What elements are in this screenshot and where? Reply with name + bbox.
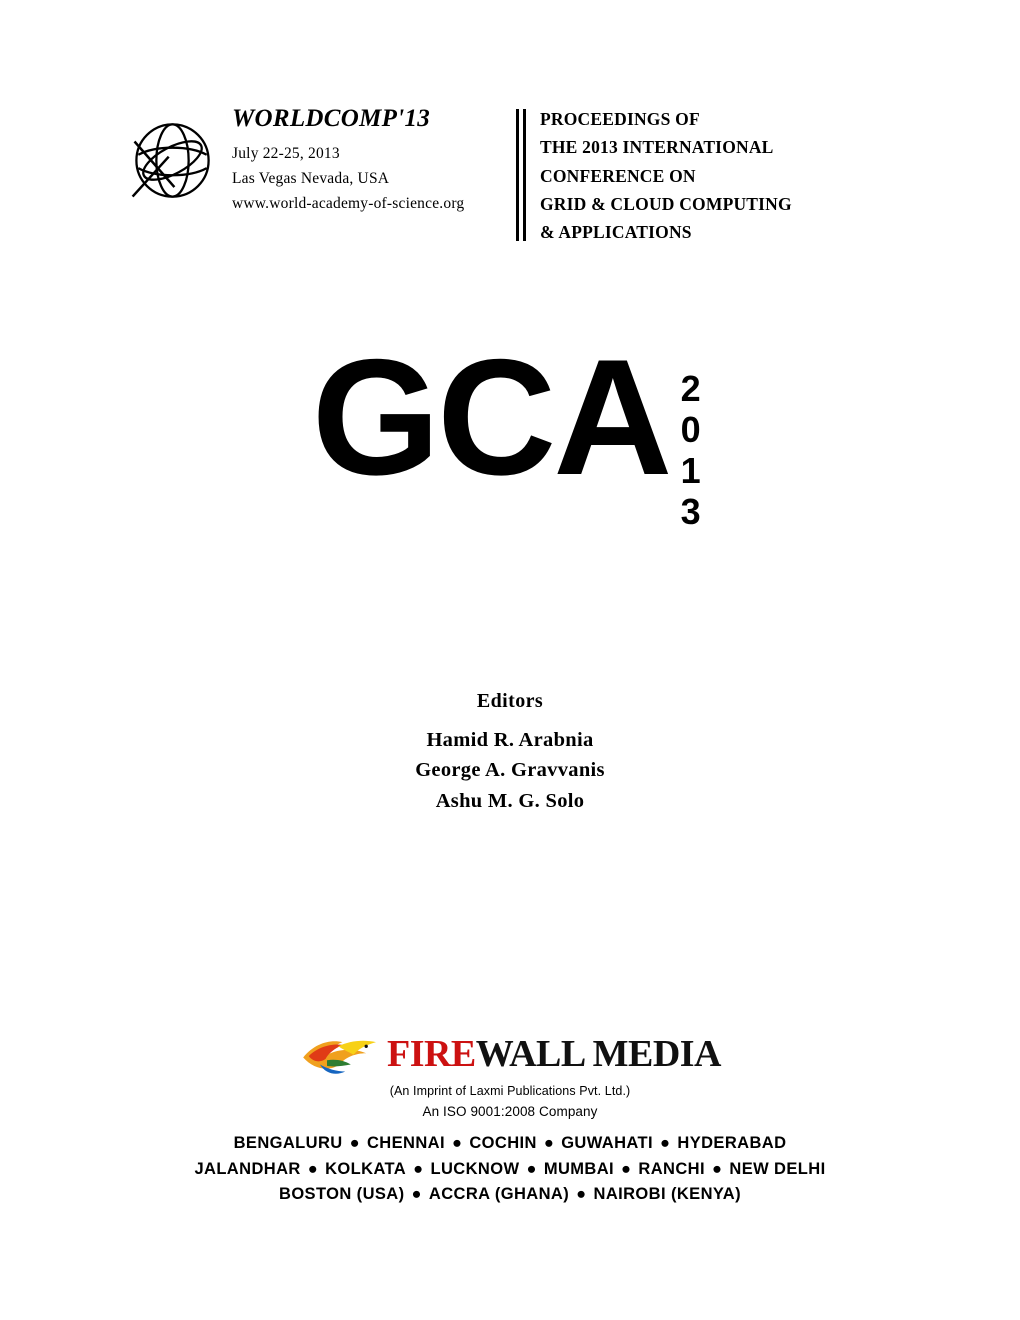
city-separator: ● [411, 1185, 422, 1204]
city-name: COCHIN [469, 1134, 537, 1152]
city-separator: ● [712, 1159, 723, 1178]
publisher-imprint: (An Imprint of Laxmi Publications Pvt. Ltd.) [389, 1084, 631, 1098]
editors-block [0, 690, 1020, 816]
city-line [0, 1182, 1020, 1208]
globe-icon [125, 113, 220, 208]
proceedings-title [540, 105, 792, 247]
proceedings-line: THE 2013 INTERNATIONAL [540, 137, 774, 158]
city-name: JALANDHAR [194, 1159, 301, 1178]
proceedings-line: CONFERENCE ON [540, 165, 696, 186]
publisher-iso: An ISO 9001:2008 Company [422, 1104, 598, 1119]
city-name: BENGALURU [233, 1134, 343, 1152]
conference-dates: July 22-25, 2013 [232, 145, 340, 162]
page-title: GCA [311, 325, 670, 509]
publisher-logo-row [0, 1028, 1020, 1080]
city-separator: ● [660, 1134, 671, 1152]
city-separator: ● [576, 1185, 587, 1204]
city-separator: ● [621, 1159, 632, 1178]
publisher-name-part1: FIRE [386, 1033, 476, 1075]
editor-name: Hamid R. Arabnia [426, 729, 594, 751]
city-name: GUWAHATI [561, 1134, 653, 1152]
city-name: NEW DELHI [729, 1159, 826, 1178]
conference-location: Las Vegas Nevada, USA [232, 170, 390, 188]
city-line [0, 1131, 1020, 1157]
city-name: NAIROBI (KENYA) [593, 1185, 741, 1204]
publisher-name [387, 1035, 721, 1073]
city-line [0, 1157, 1020, 1183]
publisher-name-part2: WALL MEDIA [475, 1033, 721, 1075]
city-separator: ● [413, 1159, 424, 1178]
title-year: 2013 [670, 368, 712, 532]
city-separator: ● [543, 1134, 555, 1152]
city-name: HYDERABAD [677, 1134, 787, 1152]
city-name: ACCRA (GHANA) [428, 1185, 570, 1204]
conference-info [232, 105, 512, 216]
city-name: RANCHI [638, 1159, 705, 1178]
city-name: KOLKATA [325, 1159, 407, 1178]
cover-header [125, 105, 885, 247]
city-name: LUCKNOW [430, 1159, 520, 1178]
editors-label: Editors [476, 690, 544, 712]
firebird-icon [299, 1028, 383, 1080]
city-separator: ● [526, 1159, 537, 1178]
conference-website[interactable]: www.world-academy-of-science.org [232, 195, 465, 213]
city-name: CHENNAI [366, 1134, 445, 1152]
conference-name: WORLDCOMP'13 [232, 105, 431, 132]
proceedings-line: & APPLICATIONS [540, 222, 692, 243]
proceedings-line: PROCEEDINGS OF [540, 109, 700, 129]
proceedings-line: GRID & CLOUD COMPUTING [540, 194, 792, 215]
editor-name: George A. Gravvanis [415, 759, 605, 782]
city-separator: ● [349, 1134, 360, 1152]
publisher-block [0, 1028, 1020, 1208]
editor-name: Ashu M. G. Solo [435, 789, 585, 812]
vertical-divider [516, 109, 526, 241]
cover-title-block [0, 325, 1020, 532]
city-name: MUMBAI [543, 1159, 615, 1178]
publisher-cities [0, 1131, 1020, 1208]
city-separator: ● [451, 1134, 463, 1152]
city-name: BOSTON (USA) [279, 1185, 405, 1204]
city-separator: ● [307, 1159, 319, 1178]
